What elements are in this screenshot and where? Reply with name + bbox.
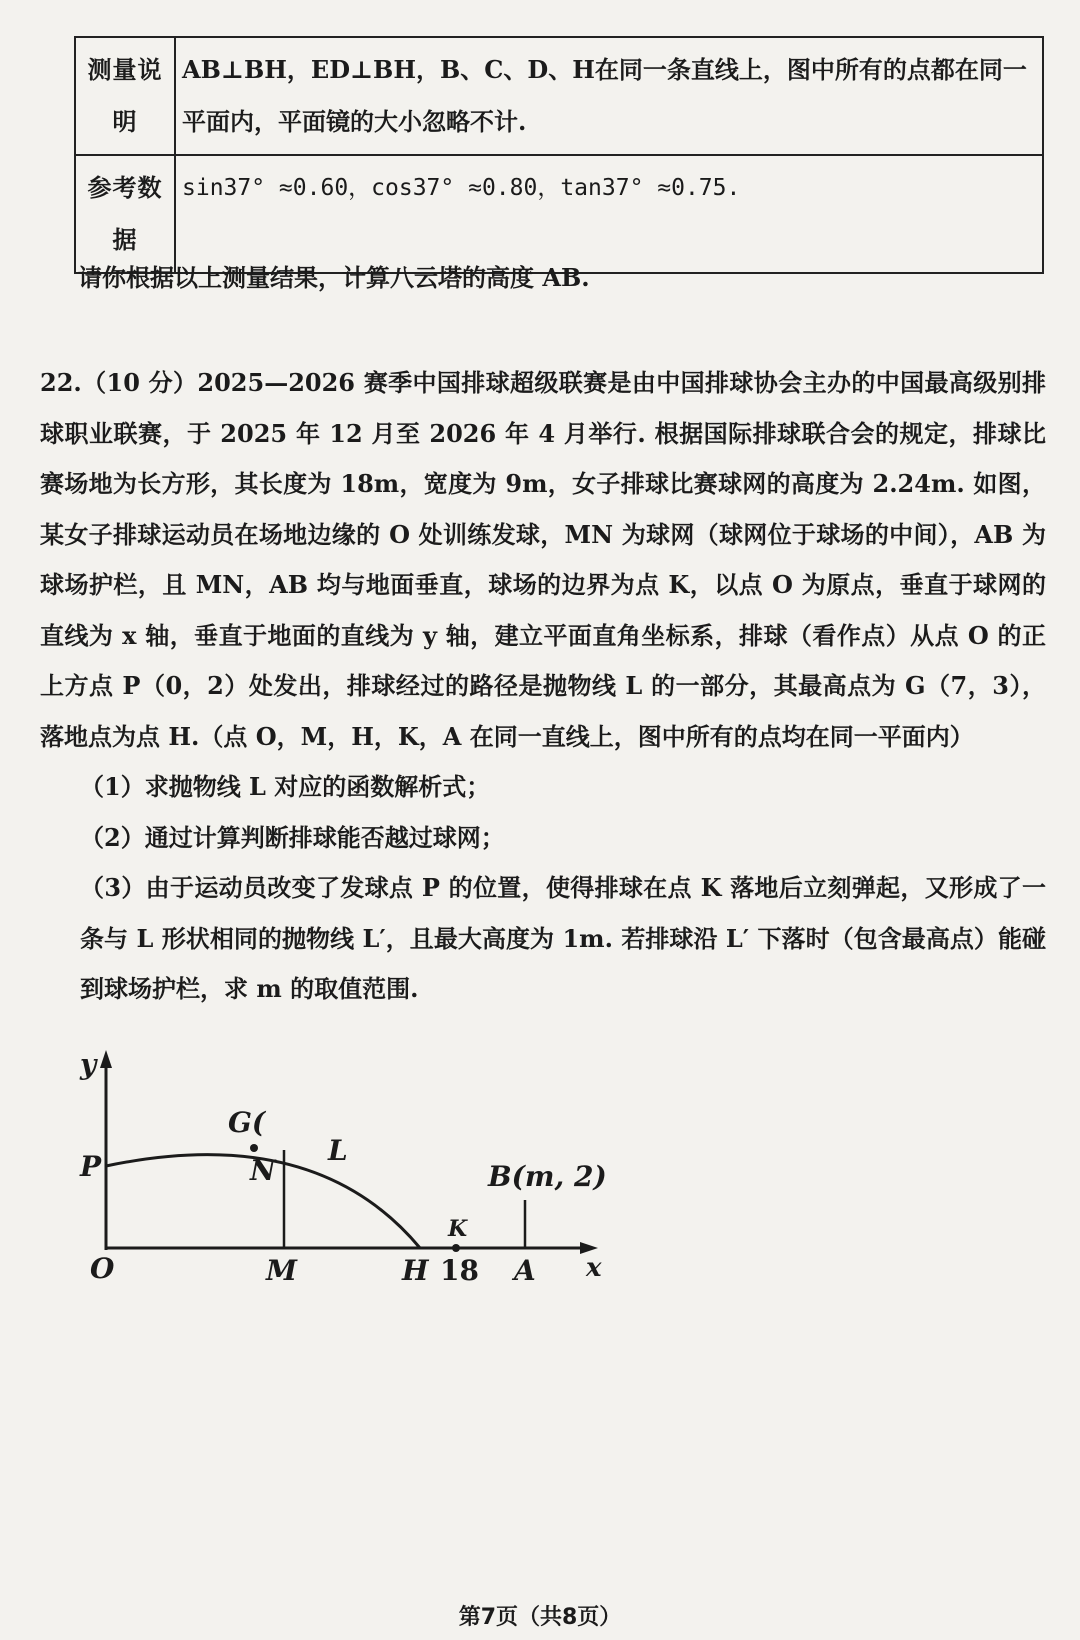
- problem-intro: 22.（10 分）2025—2026 赛季中国排球超级联赛是由中国排球协会主办的中国最高级别排球职业联赛，于 2025 年 12 月至 2026 年 4 月举行. 根据国际排球联合会的规定，排球比赛场地为长方形，其长度为 18m，宽度为 9m，女子排球比赛球网的高度为 2.24m. 如图，某女子排球运动员在场地边缘的 O 处训练发球，MN 为球网（球网位于球场的中间），AB 为球场护栏，且 MN，AB 均与地面垂直，球场的边界为点 K，以点 O 为原点，垂直于球网的直线为 x 轴，垂直于地面的直线为 y 轴，建立平面直角坐标系，排球（看作点）从点 O 的正上方点 P（0，2）处发出，排球经过的路径是抛物线 L 的一部分，其最高点为 G（7，3），落地点为点 H.（点 O，M，H，K，A 在同一直线上，图中所有的点均在同一平面内）: [40, 368, 1046, 751]
- problem-22: [40, 358, 1046, 1015]
- page-footer: 第7页（共8页）: [458, 1605, 622, 1630]
- point-a-label: A: [514, 1254, 536, 1287]
- origin-label: O: [90, 1252, 115, 1285]
- table-row: [75, 37, 1043, 155]
- point-n-label: N: [250, 1154, 276, 1187]
- table-label-reference: 参考数据: [75, 155, 175, 273]
- table-row: [75, 155, 1043, 273]
- k-value-label: 18: [440, 1254, 479, 1287]
- y-axis-arrow-icon: [100, 1050, 112, 1068]
- prompt-text: 请你根据以上测量结果，计算八云塔的高度 AB.: [78, 263, 590, 292]
- point-g-dot: [250, 1144, 258, 1152]
- point-m-label: M: [266, 1254, 297, 1287]
- point-g-label: G(: [228, 1106, 266, 1139]
- question-1: （1）求抛物线 L 对应的函数解析式；: [80, 772, 491, 801]
- question-3: （3）由于运动员改变了发球点 P 的位置，使得排球在点 K 落地后立刻弹起，又形成了一条与 L 形状相同的抛物线 L′，且最大高度为 1m. 若排球沿 L′ 下落时（包含最高点）能碰到球场护栏，求 m 的取值范围.: [80, 873, 1046, 1003]
- point-k-dot: [452, 1244, 460, 1252]
- point-p-label: P: [80, 1150, 102, 1183]
- table-cell-measurement-note: AB⊥BH，ED⊥BH，B、C、D、H在同一条直线上，图中所有的点都在同一平面内，平面镜的大小忽略不计.: [175, 37, 1043, 155]
- coordinate-figure: [70, 1040, 650, 1290]
- x-axis-label: x: [586, 1253, 602, 1283]
- question-2: （2）通过计算判断排球能否越过球网；: [80, 822, 505, 852]
- y-axis-label: y: [80, 1048, 97, 1081]
- table-label-measurement: 测量说明: [75, 37, 175, 155]
- measurement-table: [74, 36, 1044, 274]
- point-h-label: H: [402, 1254, 429, 1287]
- point-k-label: K: [448, 1216, 468, 1242]
- table-cell-reference-data: sin37° ≈0.60，cos37° ≈0.80，tan37° ≈0.75.: [175, 155, 1043, 273]
- curve-l-label: L: [328, 1134, 348, 1167]
- point-b-label: B(m, 2): [488, 1160, 607, 1193]
